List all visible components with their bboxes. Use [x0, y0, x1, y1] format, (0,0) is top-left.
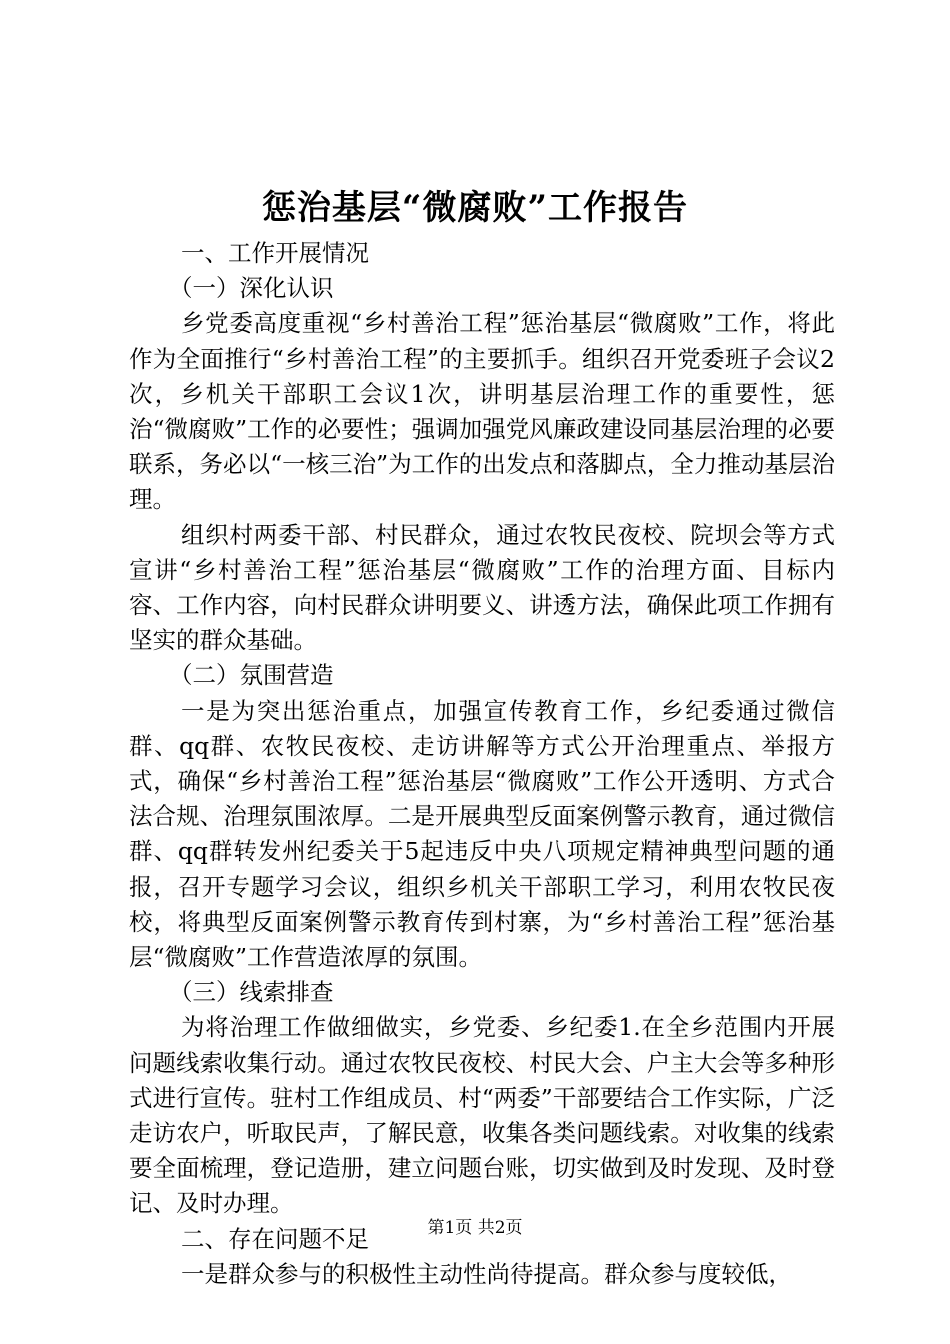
section-heading-2: 二、存在问题不足: [181, 1224, 369, 1253]
page-footer: 第1页 共2页: [427, 1218, 523, 1238]
paragraph: 为将治理工作做细做实，乡党委、乡纪委1.在全乡范围内开展问题线索收集行动。通过农牧民夜校、村民大会、户主大会等多种形式进行宣传。驻村工作组成员、村“两委”干部要结合工作实际，广泛走访农户，听取民声，了解民意，收集各类问题线索。对收集的线索要全面梳理，登记造册，建立问题台账，切实做到及时发现、及时登记、及时办理。: [129, 1013, 835, 1218]
subsection-heading-2: （二）氛围营造: [169, 661, 334, 690]
paragraph: 乡党委高度重视“乡村善治工程”惩治基层“微腐败”工作，将此作为全面推行“乡村善治工程”的主要抓手。组织召开党委班子会议2次，乡机关干部职工会议1次，讲明基层治理工作的重要性，惩治“微腐败”工作的必要性；强调加强党风廉政建设同基层治理的必要联系，务必以“一核三治”为工作的出发点和落脚点，全力推动基层治理。: [129, 309, 835, 514]
document-title: 惩治基层“微腐败”工作报告: [261, 188, 689, 228]
subsection-heading-3: （三）线索排查: [169, 978, 334, 1007]
document-body: [129, 236, 835, 1292]
paragraph: 一是群众参与的积极性主动性尚待提高。群众参与度较低，: [181, 1259, 792, 1288]
paragraph: 一是为突出惩治重点，加强宣传教育工作，乡纪委通过微信群、qq群、农牧民夜校、走访讲解等方式公开治理重点、举报方式，确保“乡村善治工程”惩治基层“微腐败”工作公开透明、方式合法合规、治理氛围浓厚。二是开展典型反面案例警示教育，通过微信群、qq群转发州纪委关于5起违反中央八项规定精神典型问题的通报，召开专题学习会议，组织乡机关干部职工学习，利用农牧民夜校，将典型反面案例警示教育传到村寨，为“乡村善治工程”惩治基层“微腐败”工作营造浓厚的氛围。: [129, 696, 835, 972]
subsection-heading-1: （一）深化认识: [169, 274, 334, 303]
paragraph: 组织村两委干部、村民群众，通过农牧民夜校、院坝会等方式宣讲“乡村善治工程”惩治基层“微腐败”工作的治理方面、目标内容、工作内容，向村民群众讲明要义、讲透方法，确保此项工作拥有坚实的群众基础。: [129, 520, 835, 655]
section-heading-1: 一、工作开展情况: [181, 239, 369, 267]
